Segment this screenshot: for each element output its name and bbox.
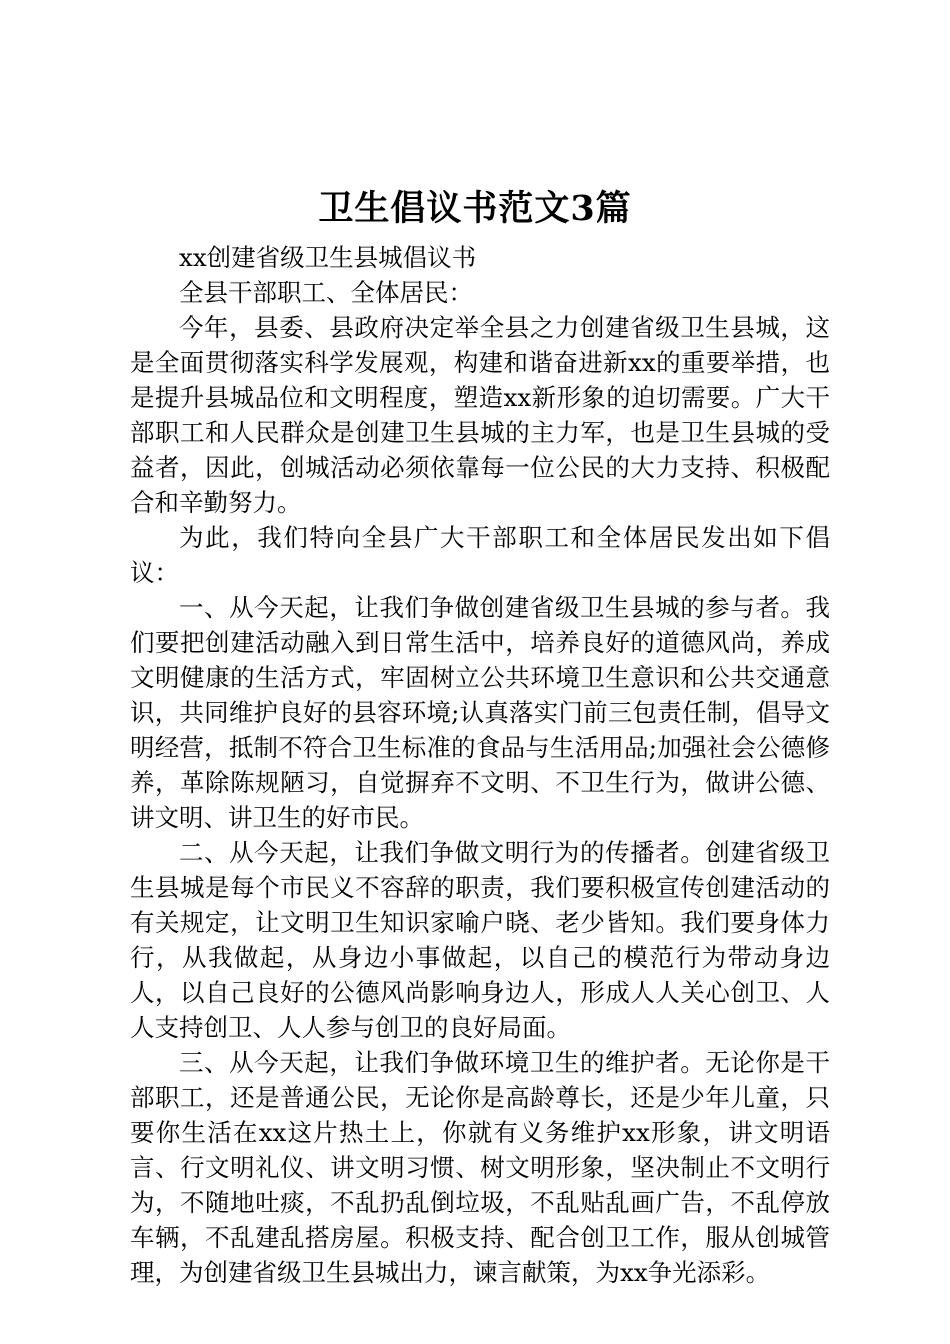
body-paragraph: 今年，县委、县政府决定举全县之力创建省级卫生县城，这是全面贯彻落实科学发展观，构建和谐奋进新xx的重要举措，也是提升县城品位和文明程度，塑造xx新形象的迫切需要。广大干部职工和人民群众是创建卫生县城的主力军，也是卫生县城的受益者，因此，创城活动必须依靠每一位公民的大力支持、积极配合和辛勤努力。	[130, 313, 830, 517]
body-paragraph: 二、从今天起，让我们争做文明行为的传播者。创建省级卫生县城是每个市民义不容辞的职责，我们要积极宣传创建活动的有关规定，让文明卫生知识家喻户晓、老少皆知。我们要身体力行，从我做起，从身边小事做起，以自己的模范行为带动身边人，以自己良好的公德风尚影响身边人，形成人人关心创卫、人人支持创卫、人人参与创卫的良好局面。	[130, 838, 830, 1042]
document-body	[130, 240, 830, 1290]
body-paragraph: 一、从今天起，让我们争做创建省级卫生县城的参与者。我们要把创建活动融入到日常生活中，培养良好的道德风尚，养成文明健康的生活方式，牢固树立公共环境卫生意识和公共交通意识，共同维护良好的县容环境;认真落实门前三包责任制，倡导文明经营，抵制不符合卫生标准的食品与生活用品;加强社会公德修养，革除陈规陋习，自觉摒弃不文明、不卫生行为，做讲公德、讲文明、讲卫生的好市民。	[130, 593, 830, 832]
subtitle-line: xx创建省级卫生县城倡议书	[179, 243, 477, 272]
salutation-line: 全县干部职工、全体居民：	[179, 278, 473, 307]
body-paragraph: 为此，我们特向全县广大干部职工和全体居民发出如下倡议：	[130, 523, 830, 587]
body-paragraph: 三、从今天起，让我们争做环境卫生的维护者。无论你是干部职工，还是普通公民，无论你是高龄尊长，还是少年儿童，只要你生活在xx这片热土上，你就有义务维护xx形象，讲文明语言、行文明礼仪、讲文明习惯、树文明形象，坚决制止不文明行为，不随地吐痰，不乱扔乱倒垃圾，不乱贴乱画广告，不乱停放车辆，不乱建乱搭房屋。积极支持、配合创卫工作，服从创城管理，为创建省级卫生县城出力，谏言献策，为xx争光添彩。	[130, 1048, 830, 1287]
document-title: 卫生倡议书范文3篇	[318, 188, 632, 229]
